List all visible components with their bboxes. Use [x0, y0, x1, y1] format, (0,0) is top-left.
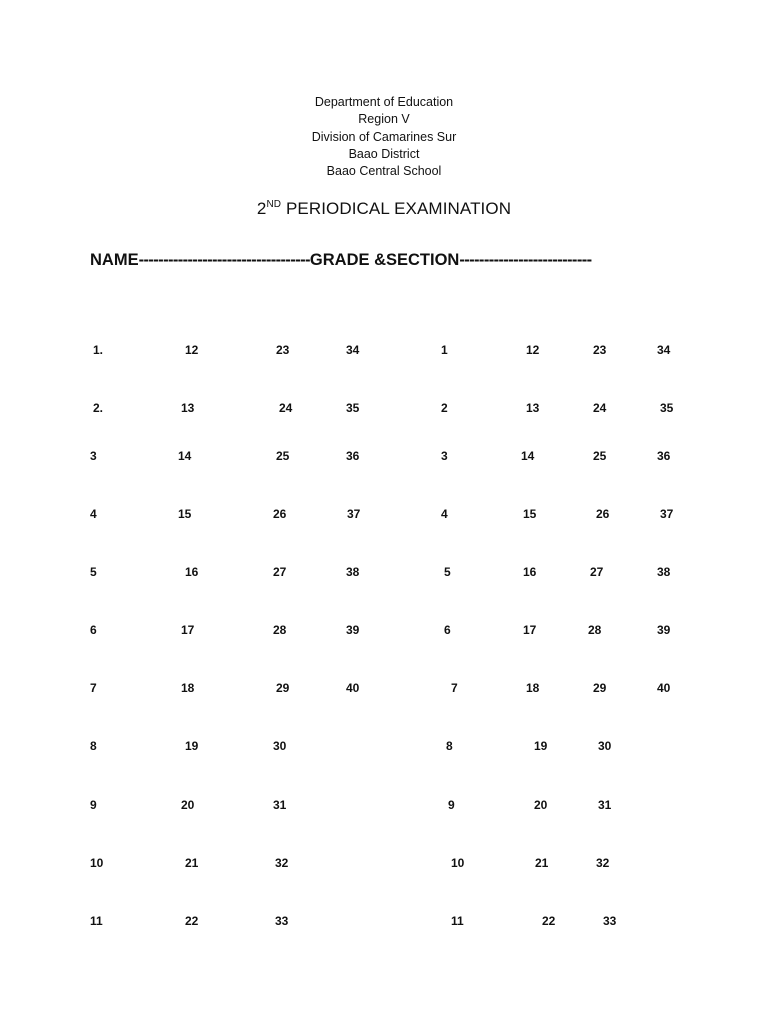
item-number-set-a: 30	[273, 739, 287, 753]
item-number-set-b: 5	[444, 565, 451, 579]
item-number-set-b: 22	[542, 914, 556, 928]
item-number-set-b: 36	[657, 449, 671, 463]
item-number-set-a: 29	[276, 681, 290, 695]
item-number-set-b: 39	[657, 623, 671, 637]
item-number-set-a: 3	[90, 449, 97, 463]
item-number-set-a: 21	[185, 856, 199, 870]
item-number-set-a: 24	[279, 401, 293, 415]
item-number-set-b: 11	[451, 914, 464, 928]
item-number-set-b: 16	[523, 565, 537, 579]
item-number-set-a: 6	[90, 623, 97, 637]
item-number-set-a: 39	[346, 623, 360, 637]
item-number-set-b: 25	[593, 449, 607, 463]
item-number-set-a: 26	[273, 507, 287, 521]
item-number-set-a: 8	[90, 739, 97, 753]
item-number-set-a: 18	[181, 681, 195, 695]
item-number-set-b: 7	[451, 681, 458, 695]
item-number-set-b: 1	[441, 343, 448, 357]
item-number-set-b: 30	[598, 739, 612, 753]
item-number-set-b: 2	[441, 401, 448, 415]
item-number-set-b: 9	[448, 798, 455, 812]
item-number-set-b: 24	[593, 401, 607, 415]
item-number-set-a: 31	[273, 798, 287, 812]
item-number-set-b: 27	[590, 565, 604, 579]
item-number-set-b: 14	[521, 449, 535, 463]
item-number-set-b: 17	[523, 623, 537, 637]
header-line-department: Department of Education	[314, 95, 454, 109]
header-line-school: Baao Central School	[326, 164, 442, 179]
item-number-set-a: 20	[181, 798, 195, 812]
item-number-set-b: 37	[660, 507, 674, 521]
item-number-set-a: 4	[90, 507, 97, 521]
item-number-set-a: 25	[276, 449, 290, 463]
item-number-set-a: 7	[90, 681, 97, 695]
name-label: NAME	[90, 251, 139, 269]
header-line-division: Division of Camarines Sur	[311, 129, 457, 144]
item-number-set-b: 29	[593, 681, 607, 695]
exam-title-ordinal: ND	[266, 199, 282, 210]
item-number-set-a: 37	[347, 507, 361, 521]
item-number-set-b: 32	[596, 856, 610, 870]
item-number-set-b: 15	[523, 507, 537, 521]
item-number-set-a: 16	[185, 565, 199, 579]
item-number-set-a: 22	[185, 914, 199, 928]
item-number-set-a: 35	[346, 401, 360, 415]
header-line-district: Baao District	[348, 146, 420, 161]
name-blank: -----------------------------------	[138, 251, 310, 269]
exam-title-text: PERIODICAL EXAMINATION	[281, 199, 512, 218]
item-number-set-a: 38	[346, 565, 360, 579]
item-number-set-a: 14	[178, 449, 192, 463]
item-number-set-a: 11	[90, 914, 103, 928]
item-number-set-b: 40	[657, 681, 671, 695]
header-line-region: Region V	[358, 112, 410, 127]
item-number-set-b: 4	[441, 507, 448, 521]
item-number-set-b: 38	[657, 565, 671, 579]
item-number-set-b: 19	[534, 739, 548, 753]
item-number-set-a: 1.	[93, 343, 104, 357]
item-number-set-b: 26	[596, 507, 610, 521]
item-number-set-a: 40	[346, 681, 360, 695]
item-number-set-a: 19	[185, 739, 199, 753]
item-number-set-b: 21	[535, 856, 549, 870]
item-number-set-b: 34	[657, 343, 671, 357]
item-number-set-b: 3	[441, 449, 448, 463]
item-number-set-a: 15	[178, 507, 192, 521]
item-number-set-a: 34	[346, 343, 360, 357]
grade-section-label: GRADE &SECTION	[309, 251, 460, 269]
item-number-set-b: 20	[534, 798, 548, 812]
item-number-set-b: 12	[526, 343, 540, 357]
item-number-set-b: 35	[660, 401, 674, 415]
item-number-set-b: 6	[444, 623, 451, 637]
item-number-set-a: 12	[185, 343, 199, 357]
item-number-set-a: 17	[181, 623, 195, 637]
item-number-set-a: 9	[90, 798, 97, 812]
item-number-set-b: 10	[451, 856, 465, 870]
item-number-set-a: 28	[273, 623, 287, 637]
item-number-set-b: 13	[526, 401, 540, 415]
item-number-set-a: 2.	[93, 401, 104, 415]
item-number-set-a: 33	[275, 914, 289, 928]
item-number-set-b: 8	[446, 739, 453, 753]
exam-title-number: 2	[256, 199, 267, 218]
item-number-set-b: 23	[593, 343, 607, 357]
item-number-set-a: 23	[276, 343, 290, 357]
item-number-set-a: 36	[346, 449, 360, 463]
item-number-set-b: 31	[598, 798, 612, 812]
item-number-set-a: 13	[181, 401, 195, 415]
item-number-set-a: 32	[275, 856, 289, 870]
item-number-set-b: 33	[603, 914, 617, 928]
item-number-set-b: 28	[588, 623, 602, 637]
item-number-set-a: 5	[90, 565, 97, 579]
item-number-set-b: 18	[526, 681, 540, 695]
item-number-set-a: 27	[273, 565, 287, 579]
item-number-set-a: 10	[90, 856, 104, 870]
grade-section-blank: ---------------------------	[459, 251, 592, 269]
